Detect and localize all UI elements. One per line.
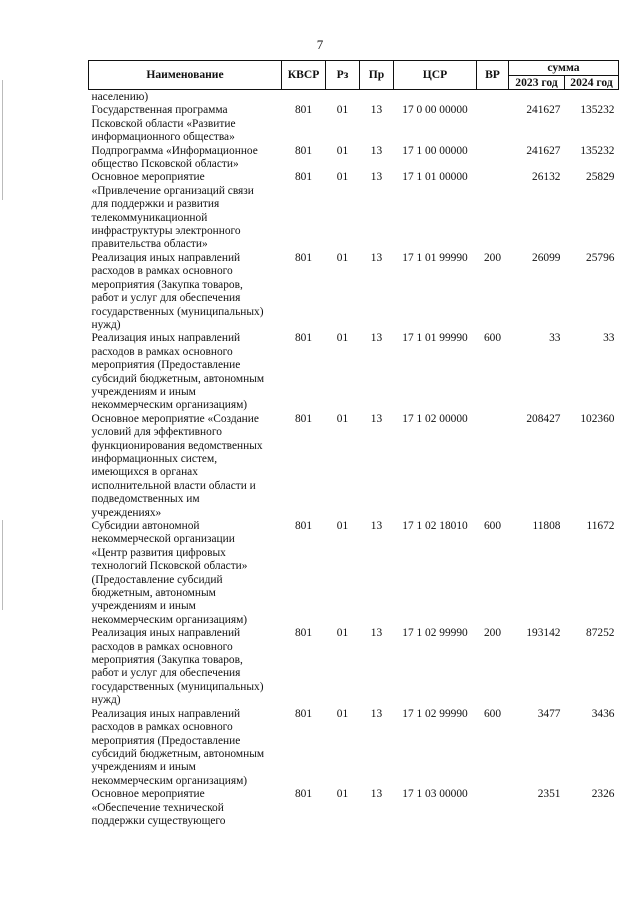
cell-kvsr: [282, 90, 326, 105]
table-row: [89, 627, 619, 707]
left-margin-mark: [2, 520, 3, 610]
left-margin-mark: [2, 80, 3, 200]
cell-pr: 13: [370, 627, 383, 640]
cell-sum-2023: 241627: [526, 144, 561, 157]
table-row: [89, 171, 619, 251]
cell-pr: 13: [370, 144, 383, 157]
cell-vr: [477, 90, 509, 105]
cell-rz: 01: [336, 520, 349, 532]
cell-sum-2024: 2326: [591, 788, 615, 801]
cell-sum-2024: 33: [603, 332, 615, 345]
cell-csr: 17 0 00 00000: [402, 104, 468, 117]
cell-rz: 01: [336, 144, 349, 157]
cell-rz: 01: [336, 171, 349, 184]
cell-vr: [477, 145, 509, 172]
header-vr: ВР: [477, 61, 509, 90]
cell-sum-2024: 135232: [580, 104, 615, 117]
cell-name: Реализация иных направлений расходов в рамках основного мероприятия (Предоставление субсидий бюджетным, автономным учреждениям и иным некоммерческим организациям): [91, 332, 265, 412]
cell-sum-2024: 25796: [586, 251, 615, 264]
cell-vr: 200: [483, 627, 502, 640]
cell-kvsr: 801: [294, 412, 313, 425]
cell-csr: [394, 90, 477, 105]
cell-rz: 01: [336, 412, 349, 425]
cell-sum-2023: [509, 90, 565, 105]
cell-csr: 17 1 00 00000: [402, 144, 468, 157]
cell-name: Государственная программа Псковской области «Развитие информационного общества»: [91, 104, 236, 144]
cell-pr: 13: [370, 788, 383, 801]
cell-sum-2023: 26099: [532, 251, 561, 264]
cell-pr: 13: [370, 332, 383, 345]
cell-pr: 13: [370, 707, 383, 720]
cell-csr: 17 1 03 00000: [402, 788, 468, 801]
cell-sum-2023: 33: [549, 332, 561, 345]
cell-name: Подпрограмма «Информационное общество Псковской области»: [91, 144, 258, 171]
cell-kvsr: 801: [294, 251, 313, 264]
cell-vr: 600: [483, 332, 502, 345]
cell-vr: 200: [483, 251, 502, 264]
table-row: [89, 708, 619, 788]
cell-kvsr: 801: [294, 707, 313, 720]
cell-kvsr: 801: [294, 104, 313, 117]
cell-csr: 17 1 02 18010: [402, 520, 468, 532]
cell-pr: 13: [370, 251, 383, 264]
cell-kvsr: 801: [294, 627, 313, 640]
table-row: [89, 788, 619, 828]
cell-sum-2023: 26132: [532, 171, 561, 184]
cell-vr: [477, 413, 509, 520]
table-row: [89, 252, 619, 332]
cell-pr: 13: [370, 104, 383, 117]
cell-kvsr: 801: [294, 144, 313, 157]
cell-name: Основное мероприятие «Привлечение организаций связи для поддержки и развития телекоммуникационной инфраструктуры электронного правительства области»: [91, 171, 254, 251]
table-row: [89, 90, 619, 105]
cell-rz: 01: [336, 251, 349, 264]
cell-rz: [326, 90, 360, 105]
cell-sum-2023: 193142: [526, 627, 561, 640]
cell-name: Основное мероприятие «Создание условий для эффективного функционирования ведомственных информационных систем, имеющихся в органах исполнительной власти области и подведомственных им учреждениях»: [91, 412, 263, 519]
header-rz: Рз: [326, 61, 360, 90]
cell-kvsr: 801: [294, 788, 313, 801]
cell-csr: 17 1 02 00000: [402, 412, 468, 425]
cell-sum-2024: 102360: [580, 412, 615, 425]
cell-name: населению): [91, 91, 149, 103]
table-row: [89, 520, 619, 627]
cell-rz: 01: [336, 332, 349, 345]
header-csr: ЦСР: [394, 61, 477, 90]
table-body: [89, 90, 619, 829]
cell-pr: [360, 90, 394, 105]
cell-sum-2023: 2351: [537, 788, 561, 801]
cell-sum-2024: 87252: [586, 627, 615, 640]
cell-sum-2024: 11672: [586, 520, 615, 532]
cell-vr: [477, 104, 509, 144]
cell-vr: 600: [483, 707, 502, 720]
cell-pr: 13: [370, 520, 383, 532]
cell-name: Реализация иных направлений расходов в рамках основного мероприятия (Закупка товаров, работ и услуг для обеспечения государственных (муниципальных) нужд): [91, 251, 264, 331]
cell-sum-2024: 25829: [586, 171, 615, 184]
header-name: Наименование: [89, 61, 282, 90]
cell-sum-2024: 135232: [580, 144, 615, 157]
cell-pr: 13: [370, 171, 383, 184]
cell-kvsr: 801: [294, 520, 313, 532]
table-row: [89, 145, 619, 172]
header-year-2023: 2023 год: [509, 75, 565, 90]
table-row: [89, 332, 619, 412]
cell-csr: 17 1 01 99990: [402, 332, 468, 345]
cell-name: Субсидии автономной некоммерческой организации «Центр развития цифровых технологий Псковской области» (Предоставление субсидий бюджетным, автономным учреждениям и иным некоммерческим организациям): [91, 520, 248, 626]
budget-table: [88, 60, 619, 828]
cell-sum-2024: 3436: [591, 707, 615, 720]
header-year-2024: 2024 год: [565, 75, 619, 90]
cell-vr: 600: [483, 520, 502, 532]
cell-csr: 17 1 01 00000: [402, 171, 468, 184]
header-kvsr: КВСР: [282, 61, 326, 90]
cell-sum-2024: [565, 90, 619, 105]
table-header: [89, 61, 619, 90]
header-pr: Пр: [360, 61, 394, 90]
cell-rz: 01: [336, 627, 349, 640]
table-row: [89, 104, 619, 144]
cell-vr: [477, 171, 509, 251]
cell-csr: 17 1 01 99990: [402, 251, 468, 264]
cell-sum-2023: 208427: [526, 412, 561, 425]
table-row: [89, 413, 619, 520]
cell-kvsr: 801: [294, 171, 313, 184]
cell-vr: [477, 788, 509, 828]
cell-name: Реализация иных направлений расходов в рамках основного мероприятия (Предоставление субсидий бюджетным, автономным учреждениям и иным некоммерческим организациям): [91, 707, 265, 787]
cell-kvsr: 801: [294, 332, 313, 345]
page-number: 7: [316, 37, 324, 52]
cell-sum-2023: 241627: [526, 104, 561, 117]
cell-rz: 01: [336, 104, 349, 117]
cell-sum-2023: 11808: [532, 520, 561, 532]
cell-rz: 01: [336, 707, 349, 720]
cell-pr: 13: [370, 412, 383, 425]
header-sum: сумма: [509, 61, 619, 76]
cell-rz: 01: [336, 788, 349, 801]
cell-name: Основное мероприятие «Обеспечение технической поддержки существующего: [91, 788, 226, 827]
cell-csr: 17 1 02 99990: [402, 627, 468, 640]
cell-csr: 17 1 02 99990: [402, 707, 468, 720]
cell-name: Реализация иных направлений расходов в рамках основного мероприятия (Закупка товаров, работ и услуг для обеспечения государственных (муниципальных) нужд): [91, 627, 264, 707]
cell-sum-2023: 3477: [537, 707, 561, 720]
